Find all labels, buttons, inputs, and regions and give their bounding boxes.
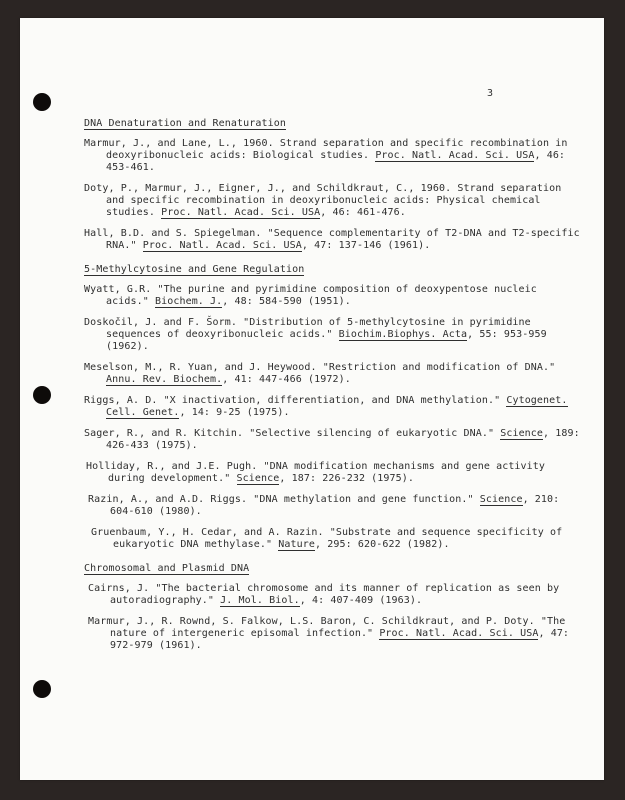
journal-name: Biochim.Biophys. Acta: [338, 329, 468, 340]
reference-citation: , 41: 447-466 (1972).: [222, 374, 351, 385]
reference-citation: , 295: 620-622 (1982).: [315, 539, 450, 550]
reference-text: Hall, B.D. and S. Spiegelman. "Sequence complementarity of T2-DNA and T2-specific RNA.": [84, 228, 580, 251]
reference-text: Doty, P., Marmur, J., Eigner, J., and Schildkraut, C., 1960. Strand separation and specific recombination in deoxyribonucleic acids: Physical chemical studies.: [84, 183, 562, 218]
document-page: [20, 18, 604, 780]
reference-citation: , 187: 226-232 (1975).: [279, 473, 415, 484]
reference-item: [84, 395, 584, 419]
journal-name: J. Mol. Biol.: [220, 595, 300, 606]
reference-item: [84, 362, 584, 386]
reference-text: Riggs, A. D. "X inactivation, differentiation, and DNA methylation.": [84, 395, 507, 406]
journal-name: Proc. Natl. Acad. Sci. USA: [161, 207, 321, 218]
reference-item: [84, 428, 584, 452]
reference-item: [86, 461, 584, 485]
journal-name: Proc. Natl. Acad. Sci. USA: [142, 240, 302, 251]
reference-citation: , 46: 461-476.: [320, 207, 406, 218]
reference-item: [91, 527, 584, 551]
journal-name: Annu. Rev. Biochem.: [106, 374, 223, 385]
journal-name: Science: [236, 473, 280, 484]
reference-item: [84, 183, 584, 219]
reference-item: [88, 494, 584, 518]
reference-text: Holliday, R., and J.E. Pugh. "DNA modification mechanisms and gene activity during development.": [86, 461, 546, 484]
journal-name: Biochem. J.: [154, 296, 223, 307]
section-heading: Chromosomal and Plasmid DNA: [84, 563, 250, 574]
reference-item: [84, 138, 584, 174]
reference-text: Sager, R., and R. Kitchin. "Selective silencing of eukaryotic DNA.": [84, 428, 501, 439]
section-methylcytosine: [84, 264, 584, 551]
reference-text: Marmur, J., R. Rownd, S. Falkow, L.S. Baron, C. Schildkraut, and P. Doty. "The nature of intergeneric episomal infection.": [88, 616, 566, 639]
journal-name: Cytogenet. Cell. Genet.: [106, 395, 568, 418]
reference-text: Razin, A., and A.D. Riggs. "DNA methylation and gene function.": [88, 494, 480, 505]
reference-citation: , 14: 9-25 (1975).: [179, 407, 290, 418]
reference-citation: , 48: 584-590 (1951).: [222, 296, 351, 307]
reference-item: [84, 317, 584, 353]
reference-text: Wyatt, G.R. "The purine and pyrimidine composition of deoxypentose nucleic acids.": [84, 284, 537, 307]
reference-item: [84, 228, 584, 252]
journal-name: Science: [479, 494, 523, 505]
reference-text: Meselson, M., R. Yuan, and J. Heywood. "Restriction and modification of DNA.": [84, 362, 556, 373]
reference-text: Doskočil, J. and F. Šorm. "Distribution of 5-methylcytosine in pyrimidine sequences of deoxyribonucleic acids.": [84, 317, 531, 340]
reference-citation: , 189: 426-433 (1975).: [106, 428, 580, 451]
reference-citation: , 46: 453-461.: [106, 150, 566, 173]
reference-citation: , 47: 972-979 (1961).: [110, 628, 570, 651]
reference-item: [88, 583, 584, 607]
reference-citation: , 210: 604-610 (1980).: [110, 494, 560, 517]
reference-text: Gruenbaum, Y., H. Cedar, and A. Razin. "Substrate and sequence specificity of eukaryotic DNA methylase.": [91, 527, 563, 550]
section-heading: DNA Denaturation and Renaturation: [84, 118, 286, 129]
journal-name: Science: [500, 428, 544, 439]
reference-citation: , 47: 137-146 (1961).: [301, 240, 431, 251]
section-heading: 5-Methylcytosine and Gene Regulation: [84, 264, 305, 275]
journal-name: Proc. Natl. Acad. Sci. USA: [379, 628, 539, 639]
punch-hole-bottom: [33, 680, 51, 698]
punch-hole-top: [33, 93, 51, 111]
reference-item: [88, 616, 584, 652]
reference-item: [84, 284, 584, 308]
reference-citation: , 55: 953-959 (1962).: [106, 329, 547, 352]
journal-name: Proc. Natl. Acad. Sci. USA: [375, 150, 535, 161]
punch-hole-middle: [33, 386, 51, 404]
reference-text: Marmur, J., and Lane, L., 1960. Strand separation and specific recombination in deoxyribonucleic acids: Biological studies.: [84, 138, 568, 161]
journal-name: Nature: [278, 539, 315, 550]
page-number: 3: [487, 88, 494, 99]
section-dna-denaturation: [84, 118, 584, 252]
section-chromosomal-plasmid: [84, 563, 584, 652]
reference-list: [84, 118, 584, 661]
reference-citation: , 4: 407-409 (1963).: [299, 595, 423, 606]
reference-text: Cairns, J. "The bacterial chromosome and its manner of replication as seen by autoradiography.": [88, 583, 560, 606]
